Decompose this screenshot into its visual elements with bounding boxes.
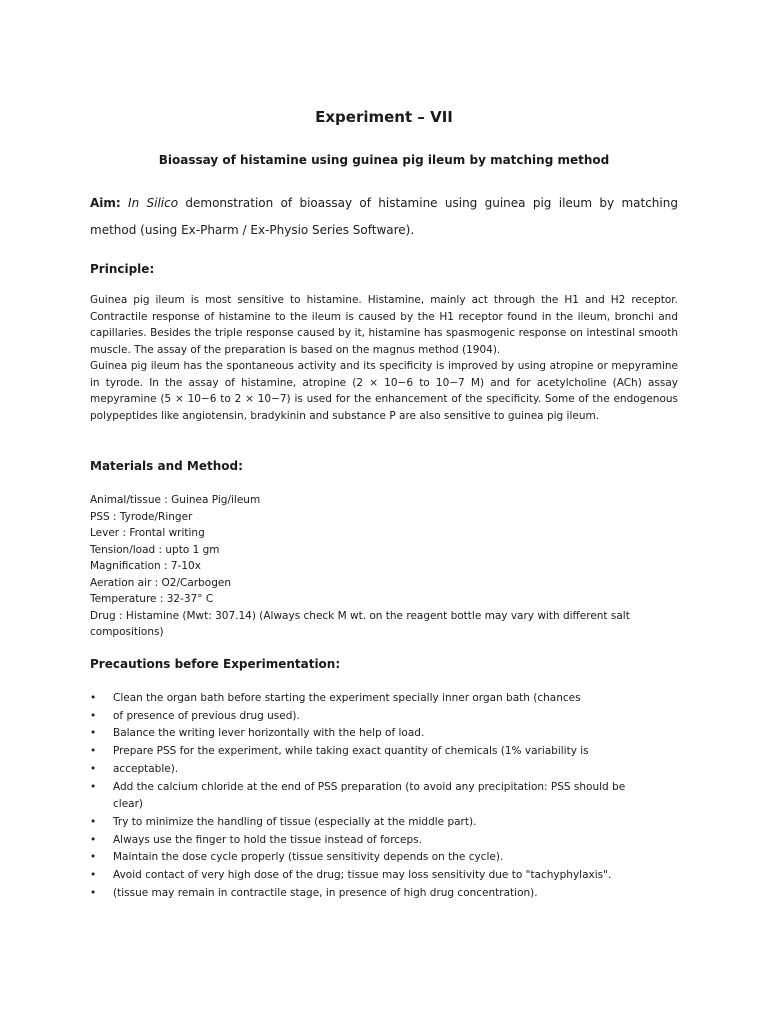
list-item: clear) — [113, 798, 143, 811]
materials-item: Lever : Frontal writing — [90, 527, 205, 539]
principle-heading: Principle: — [90, 262, 155, 276]
bullet-icon: • — [90, 780, 97, 793]
page-subtitle: Bioassay of histamine using guinea pig ileum by matching method — [158, 153, 610, 167]
bullet-icon: • — [90, 851, 97, 864]
aim-paragraph — [90, 190, 678, 244]
bullet-icon: • — [90, 886, 97, 899]
materials-item: Temperature : 32-37° C — [90, 593, 214, 605]
list-item: • Balance the writing lever horizontally with the help of load. — [90, 725, 680, 743]
materials-item: Tension/load : upto 1 gm — [90, 543, 220, 556]
list-item: • Clean the organ bath before starting the experiment specially inner organ bath (chances — [90, 690, 680, 708]
materials-item: PSS : Tyrode/Ringer — [90, 510, 193, 523]
materials-item: Aeration air : O2/Carbogen — [90, 576, 231, 589]
bullet-icon: • — [90, 833, 97, 846]
aim-text: demonstration of bioassay of histamine using guinea pig ileum by matching method (using Ex-Pharm / Ex-Physio Series Software). — [90, 196, 678, 237]
bullet-icon: • — [90, 727, 97, 740]
list-item: • Add the calcium chloride at the end of PSS preparation (to avoid any precipitation: PSS should be — [90, 779, 680, 797]
list-item: • of presence of previous drug used). — [90, 708, 680, 726]
list-item: • Always use the finger to hold the tissue instead of forceps. — [90, 832, 680, 850]
materials-heading: Materials and Method: — [90, 459, 243, 473]
bullet-icon: • — [90, 745, 97, 758]
bullet-icon: • — [90, 692, 97, 704]
materials-item: Drug : Histamine (Mwt: 307.14) (Always check M wt. on the reagent bottle may vary with different salt compositions) — [90, 609, 630, 638]
list-item: • acceptable). — [90, 761, 680, 779]
precautions-heading: Precautions before Experimentation: — [90, 657, 341, 671]
bullet-icon: • — [90, 709, 97, 722]
aim-in-silico: In Silico — [128, 196, 179, 210]
materials-item: Animal/tissue : Guinea Pig/ileum — [90, 494, 261, 506]
page-title: Experiment – VII — [315, 108, 453, 126]
principle-paragraph-1: Guinea pig ileum is most sensitive to histamine. Histamine, mainly act through the H1 and H2 receptor. Contractile response of histamine to the ileum is caused by the H1 receptor found in the ileum, bronchi and capillaries. Besides the triple response caused by it, histamine has spasmogenic response on intestinal smooth muscle. The assay of the preparation is based on the magnus method (1904). — [90, 294, 678, 356]
list-item: • Prepare PSS for the experiment, while taking exact quantity of chemicals (1% variability is — [90, 743, 680, 761]
list-item: • Try to minimize the handling of tissue (especially at the middle part). — [90, 814, 680, 832]
precautions-list — [90, 690, 680, 902]
principle-paragraph-2: Guinea pig ileum has the spontaneous activity and its specificity is improved by using atropine or mepyramine in tyrode. In the assay of histamine, atropine (2 × 10−6 to 10−7 M) and for acetylcholine (ACh) assay mepyramine (5 × 10−6 to 2 × 10−7) is used for the enhancement of the specificity. Some of the endogenous polypeptides like angiotensin, bradykinin and substance P are also sensitive to guinea pig ileum. — [90, 360, 678, 422]
bullet-icon: • — [90, 815, 97, 828]
list-item: • Avoid contact of very high dose of the drug; tissue may loss sensitivity due to "tachyphylaxis". — [90, 867, 680, 885]
materials-item: Magnification : 7-10x — [90, 560, 201, 572]
list-item: • (tissue may remain in contractile stage, in presence of high drug concentration). — [90, 885, 680, 903]
bullet-icon: • — [90, 869, 97, 882]
bullet-icon: • — [90, 762, 97, 775]
materials-list — [90, 492, 678, 641]
list-item: • Maintain the dose cycle properly (tissue sensitivity depends on the cycle). — [90, 849, 680, 867]
aim-label: Aim: — [90, 196, 121, 210]
